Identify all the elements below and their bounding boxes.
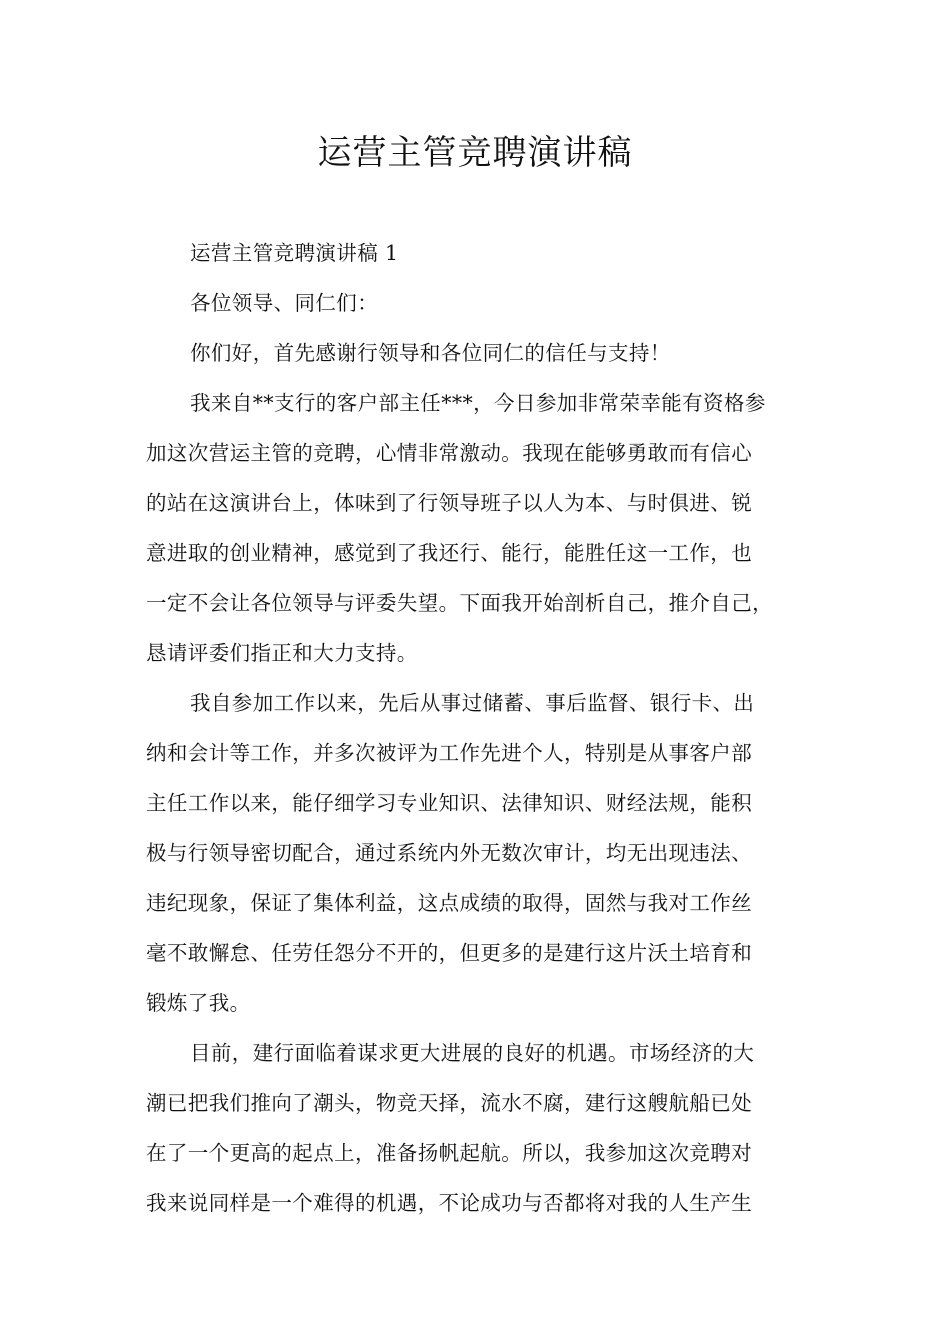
- body-line: 极与行领导密切配合，通过系统内外无数次审计，均无出现违法、: [146, 841, 753, 865]
- body-line: 的站在这演讲台上，体味到了行领导班子以人为本、与时俱进、锐: [146, 491, 753, 515]
- body-line: 违纪现象，保证了集体利益，这点成绩的取得，固然与我对工作丝: [146, 891, 753, 915]
- body-line: 主任工作以来，能仔细学习专业知识、法律知识、财经法规，能积: [146, 791, 753, 815]
- body-line: 纳和会计等工作，并多次被评为工作先进个人，特别是从事客户部: [146, 741, 753, 765]
- body-line: 我来自**支行的客户部主任***，今日参加非常荣幸能有资格参: [190, 391, 766, 415]
- body-line: 恳请评委们指正和大力支持。: [146, 641, 418, 665]
- body-line: 毫不敢懈怠、任劳任怨分不开的，但更多的是建行这片沃土培育和: [146, 941, 753, 965]
- body-line: 我来说同样是一个难得的机遇，不论成功与否都将对我的人生产生: [146, 1191, 753, 1215]
- body-line: 你们好，首先感谢行领导和各位同仁的信任与支持！: [190, 341, 671, 365]
- body-line: 一定不会让各位领导与评委失望。下面我开始剖析自己，推介自己，: [146, 591, 773, 615]
- body-line: 各位领导、同仁们：: [190, 291, 379, 315]
- body-line: 潮已把我们推向了潮头，物竞天择，流水不腐，建行这艘航船已处: [146, 1091, 753, 1115]
- body-line: 锻炼了我。: [146, 991, 251, 1015]
- document-title: 运营主管竞聘演讲稿: [317, 133, 633, 173]
- document-body: [146, 228, 822, 1228]
- body-line: 我自参加工作以来，先后从事过储蓄、事后监督、银行卡、出: [190, 691, 755, 715]
- body-line: 意进取的创业精神，感觉到了我还行、能行，能胜任这一工作，也: [146, 541, 753, 565]
- body-line: 目前，建行面临着谋求更大进展的良好的机遇。市场经济的大: [190, 1041, 755, 1065]
- body-line: 在了一个更高的起点上，准备扬帆起航。所以，我参加这次竞聘对: [146, 1141, 753, 1165]
- body-line: 加这次营运主管的竞聘，心情非常激动。我现在能够勇敢而有信心: [146, 441, 753, 465]
- body-line: 运营主管竞聘演讲稿 1: [190, 241, 399, 265]
